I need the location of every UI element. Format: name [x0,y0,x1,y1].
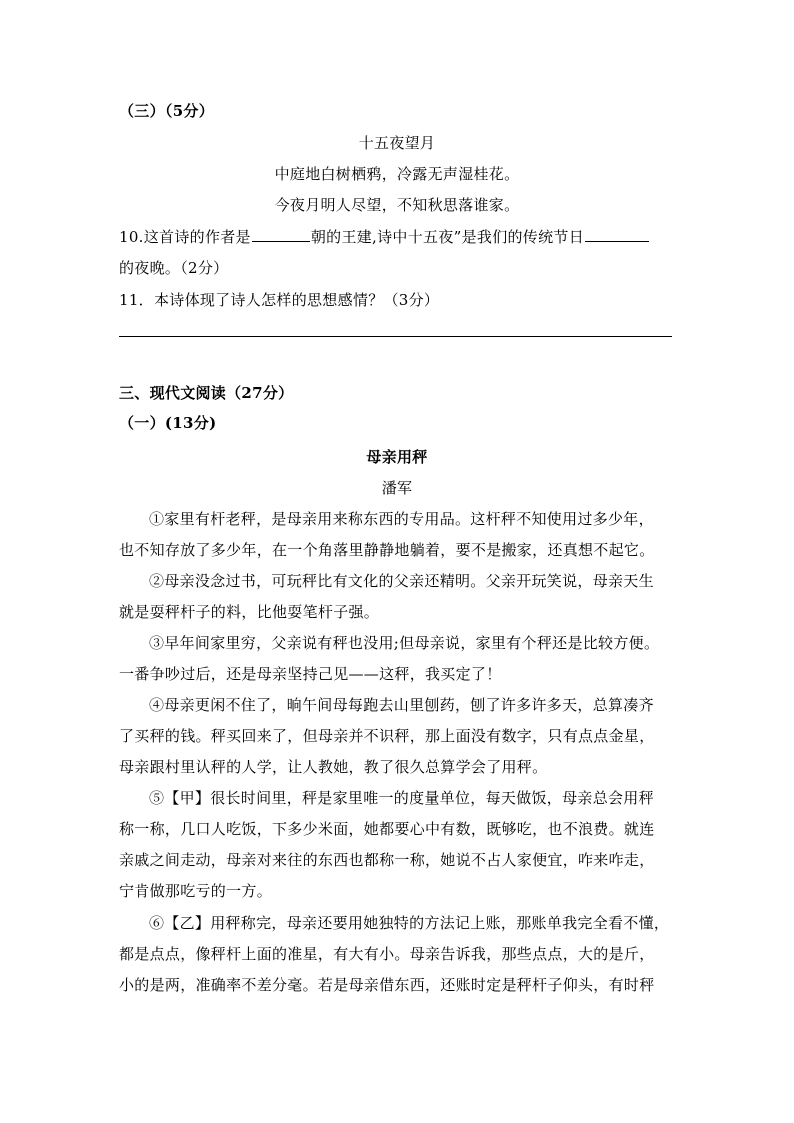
paragraph-4-line-3: 母亲跟村里认秤的人学，让人教她，教了很久总算学会了用秤。 [119,758,548,776]
paragraph-4-line-2: 了买秤的钱。秤买回来了，但母亲并不识秤，那上面没有数字，只有点点金星， [119,727,655,745]
article-author: 潘军 [381,479,413,497]
question-11: 11．本诗体现了诗人怎样的思想感情？（3分） [119,291,440,309]
paragraph-2-line-1: ②母亲没念过书，可玩秤比有文化的父亲还精明。父亲开玩笑说，母亲天生 [149,572,654,590]
paragraph-3-line-1: ③早年间家里穷，父亲说有秤也没用;但母亲说，家里有个秤还是比较方便。 [149,634,660,652]
paragraph-6-line-3: 小的是两，准确率不差分毫。若是母亲借东西，还账时定是秤杆子仰头，有时秤 [119,976,655,994]
question-10 [119,227,675,247]
answer-blank-dynasty[interactable] [252,227,310,242]
paragraph-5-line-1: ⑤【甲】很长时间里，秤是家里唯一的度量单位，每天做饭，母亲总会用秤 [149,789,654,807]
poem-title: 十五夜望月 [358,134,436,152]
article-title: 母亲用秤 [366,448,428,466]
answer-blank-festival[interactable] [585,227,649,242]
question-10-text-b: 朝的王建,诗中十五夜”是我们的传统节日 [310,228,584,246]
paragraph-1-line-2: 也不知存放了多少年，在一个角落里静静地躺着，要不是搬家，还真想不起它。 [119,541,655,559]
poem-line-1: 中庭地白树栖鸦，冷露无声湿桂花。 [274,165,520,183]
section-header: （三）（5分） [119,102,215,120]
poem-line-2: 今夜月明人尽望，不知秋思落谁家。 [274,196,520,214]
answer-line-q11[interactable] [119,336,672,337]
paragraph-3-line-2: 一番争吵过后，还是母亲坚持己见——这秤，我买定了！ [119,665,502,683]
paragraph-2-line-2: 就是耍秤杆子的料，比他耍笔杆子强。 [119,603,380,621]
part-title: 三、现代文阅读（27分） [119,384,294,402]
paragraph-5-line-4: 宁肯做那吃亏的一方。 [119,882,273,900]
question-10-cont: 的夜晚。（2分） [119,259,229,277]
paragraph-5-line-2: 称一称，几口人吃饭，下多少米面，她都要心中有数，既够吃，也不浪费。就连 [119,820,655,838]
paragraph-5-line-3: 亲戚之间走动，母亲对来往的东西也都称一称，她说不占人家便宜，咋来咋走， [119,851,655,869]
paragraph-4-line-1: ④母亲更闲不住了，晌午间母每跑去山里刨药，刨了许多许多天，总算凑齐 [149,696,654,714]
sub-section-header: （一）(13分) [119,414,217,432]
paragraph-6-line-2: 都是点点，像秤杆上面的准星，有大有小。母亲告诉我，那些点点，大的是斤， [119,945,655,963]
paragraph-6-line-1: ⑥【乙】用秤称完，母亲还要用她独特的方法记上账，那账单我完全看不懂， [149,914,670,932]
question-10-text-a: 10.这首诗的作者是 [119,228,251,246]
paragraph-1-line-1: ①家里有杆老秤，是母亲用来称东西的专用品。这杆秤不知使用过多少年， [149,510,654,528]
